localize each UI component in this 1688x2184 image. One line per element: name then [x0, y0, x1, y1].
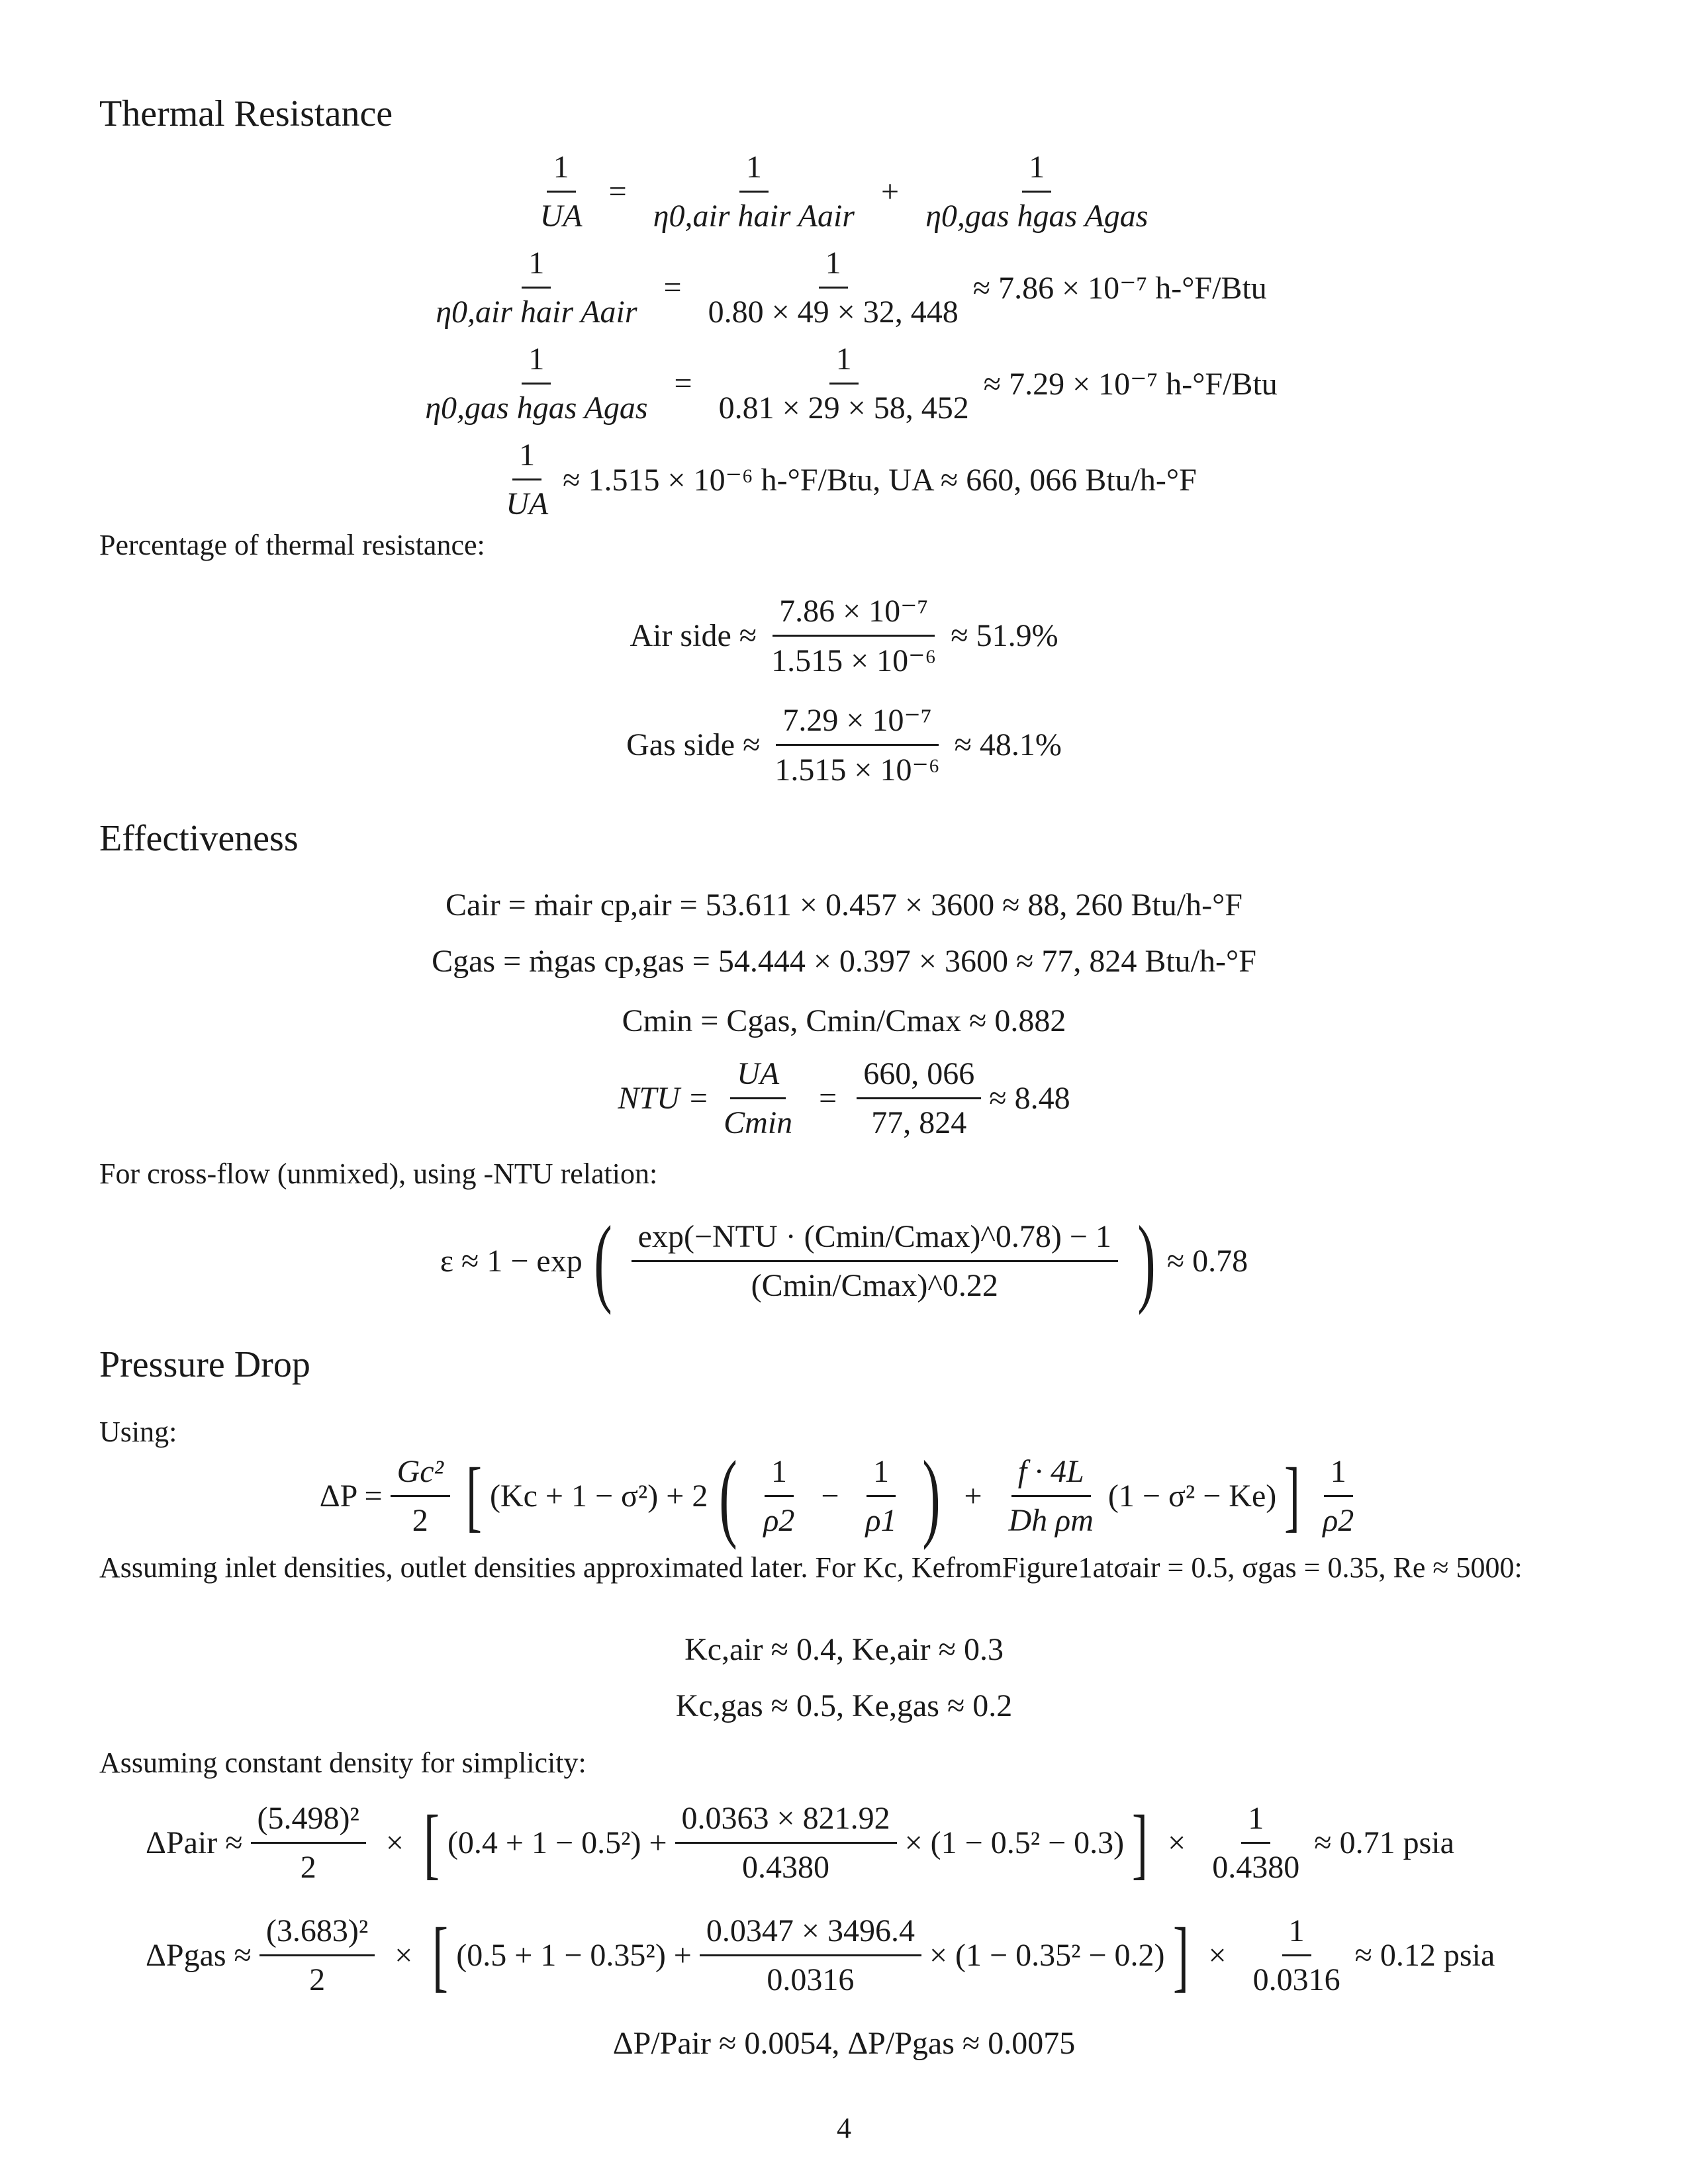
equation-k-air: Kc,air ≈ 0.4, Ke,air ≈ 0.3 — [684, 1632, 1004, 1667]
section-title-thermal: Thermal Resistance — [99, 93, 393, 134]
gas-resistance-result: ≈ 7.29 × 10⁻⁷ h-°F/Btu — [983, 366, 1278, 402]
equation-effectiveness: ε ≈ 1 − exp ( $\frac{\text{exp(−NTU · (Cmin/Cmax)\textasciicircum{}0.78) − 1}}{(Cmin/Cmax)\^{}0.22}$ ) ≈ 0.78 — [440, 1206, 1248, 1316]
assumption-text: Assuming inlet densities, outlet densities approximated later. For Kc, KefromFigure1atσair = 0.5, σgas = 0.35, Re ≈ 5000: — [99, 1551, 1523, 1584]
equation-c-gas: Cgas = ṁgas cp,gas = 54.444 × 0.397 × 3600 ≈ 77, 824 Btu/h-°F — [432, 944, 1256, 979]
equation-air-percentage: Air side ≈ $\frac{\text{7.86 × 10⁻⁷}}{\text{1.515 × 10⁻⁶}}$ ≈ 51.9% — [630, 594, 1058, 678]
equation-pressure-ratio: ΔP/Pair ≈ 0.0054, ΔP/Pgas ≈ 0.0075 — [612, 2026, 1076, 2061]
equation-ua-sum: $\frac{1}{UA}$ = $\frac{1}{\text{η0,air hair Aair}}$ + $\frac{1}{\text{η0,gas hgas Agas}}$ — [0, 149, 1688, 234]
equation-air-resistance: $\frac{1}{\text{η0,air hair Aair}}$ = $\frac{1}{0.80 \times 49 \times 32, 448}$ ≈ 7.86 × 10⁻⁷ h-°F/Btu — [436, 246, 1267, 330]
frac-gas-term: $\frac{1}{\text{η0,gas hgas Agas}}$ — [925, 150, 1149, 234]
air-resistance-result: ≈ 7.86 × 10⁻⁷ h-°F/Btu — [972, 270, 1267, 306]
equation-c-min: Cmin = Cgas, Cmin/Cmax ≈ 0.882 — [622, 1003, 1066, 1038]
page-number: 4 — [837, 2112, 851, 2144]
percentage-label: Percentage of thermal resistance: — [99, 529, 485, 561]
using-label: Using: — [99, 1416, 177, 1448]
equation-delta-p-gas: ΔPgas ≈ $\frac{\text{(3.683)²}}{2}$ × [ (0.5 + 1 − 0.35²) + $\frac{0.0347 \times 3496.4}{0.0316}$ × (1 − 0.35² − 0.2) ] × $\frac{1}{0.0316}$ ≈ 0.12 psia — [146, 1911, 1495, 1999]
ua-total-result: ≈ 1.515 × 10⁻⁶ h-°F/Btu, UA ≈ 660, 066 Btu/h-°F — [563, 462, 1197, 498]
frac-air-term: $\frac{1}{\text{η0,air hair Aair}}$ — [653, 150, 855, 234]
equation-k-gas: Kc,gas ≈ 0.5, Ke,gas ≈ 0.2 — [675, 1688, 1013, 1723]
equation-ntu: NTU = $\frac{UA}{Cmin}$ = $\frac{660, 066}{77, 824}$ ≈ 8.48 — [618, 1056, 1070, 1140]
equation-gas-resistance: $\frac{1}{\text{η0,gas hgas Agas}}$ = $\frac{1}{0.81 \times 29 \times 58, 452}$ ≈ 7.29 × 10⁻⁷ h-°F/Btu — [425, 341, 1278, 426]
crossflow-text: For cross-flow (unmixed), using -NTU relation: — [99, 1158, 658, 1190]
constant-density-text: Assuming constant density for simplicity: — [99, 1747, 586, 1779]
equation-ua-total: $\frac{1}{UA}$ ≈ 1.515 × 10⁻⁶ h-°F/Btu, UA ≈ 660, 066 Btu/h-°F — [506, 437, 1197, 522]
frac-ua: $\frac{1}{UA}$ — [539, 150, 583, 234]
section-title-pressure: Pressure Drop — [99, 1344, 310, 1385]
equation-delta-p-air: ΔPair ≈ $\frac{\text{(5.498)²}}{2}$ × [ (0.4 + 1 − 0.5²) + $\frac{0.0363 \times 821.92}{0.4380}$ × (1 − 0.5² − 0.3) ] × $\frac{1}{0.4380}$ ≈ 0.71 psia — [146, 1798, 1454, 1887]
equation-c-air: Cair = ṁair cp,air = 53.611 × 0.457 × 3600 ≈ 88, 260 Btu/h-°F — [445, 887, 1243, 923]
section-title-effectiveness: Effectiveness — [99, 818, 299, 859]
equation-gas-percentage: Gas side ≈ $\frac{\text{7.29 × 10⁻⁷}}{\text{1.515 × 10⁻⁶}}$ ≈ 48.1% — [626, 703, 1062, 788]
equation-delta-p: ΔP = $\frac{\text{Gc²}}{2}$ [ (Kc + 1 − σ²) + 2 ( $\frac{1}{\rho 2}$ − $\frac{1}{\rho 1}$ ) + $\frac{f \cdot 4L}{\text{Dh ρm}}$ (1 − σ² − Ke) ] $\frac{1}{\rho 2}$ — [319, 1441, 1354, 1551]
